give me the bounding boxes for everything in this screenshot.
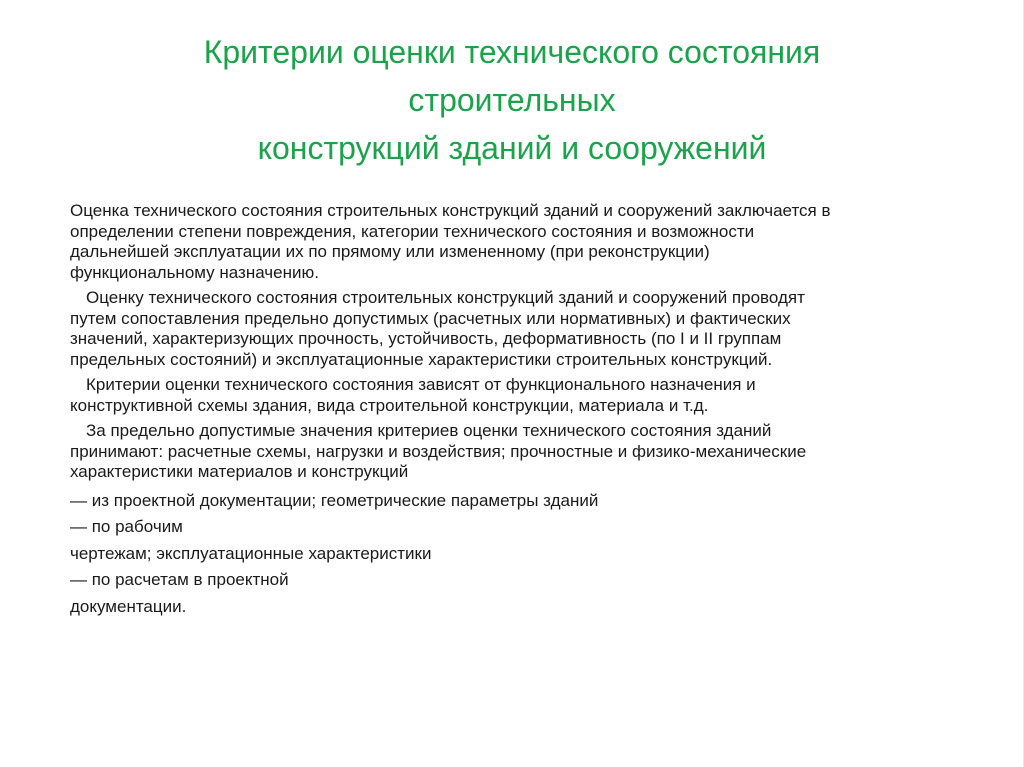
list-line: — по рабочим bbox=[70, 517, 183, 536]
slide-title bbox=[60, 28, 964, 172]
text-line: определении степени повреждения, категории технического состояния и возможности bbox=[70, 221, 755, 241]
text-line: За предельно допустимые значения критериев оценки технического состояния зданий bbox=[86, 421, 772, 440]
text-line: путем сопоставления предельно допустимых (расчетных или нормативных) и фактических bbox=[70, 308, 791, 328]
text-line: значений, характеризующих прочность, устойчивость, деформативность (по I и II группам bbox=[70, 329, 782, 348]
text-line: характеристики материалов и конструкций bbox=[70, 462, 409, 481]
title-line: Критерии оценки технического состояния bbox=[203, 34, 821, 70]
text-line: дальнейшей эксплуатации их по прямому или измененному (при реконструкции) bbox=[70, 242, 710, 261]
text-line: принимают: расчетные схемы, нагрузки и воздействия; прочностные и физико-механические bbox=[70, 441, 807, 461]
paragraph-4 bbox=[70, 421, 950, 483]
text-line: Оценку технического состояния строительных конструкций зданий и сооружений проводят bbox=[86, 288, 805, 307]
text-line: функциональному назначению. bbox=[70, 262, 319, 282]
list-line: чертежам; эксплуатационные характеристики bbox=[70, 543, 432, 563]
list-line: — из проектной документации; геометрические параметры зданий bbox=[70, 490, 599, 510]
title-line: строительных bbox=[408, 82, 616, 118]
list-line: документации. bbox=[70, 596, 187, 616]
text-line: конструктивной схемы здания, вида строительной конструкции, материала и т.д. bbox=[70, 395, 709, 415]
paragraph-2 bbox=[70, 288, 950, 370]
text-line: Оценка технического состояния строительных конструкций зданий и сооружений заключается в bbox=[70, 201, 831, 220]
title-line: конструкций зданий и сооружений bbox=[257, 130, 767, 166]
text-line: предельных состояний) и эксплуатационные характеристики строительных конструкций. bbox=[70, 349, 773, 369]
text-line: Критерии оценки технического состояния зависят от функционального назначения и bbox=[86, 375, 756, 394]
slide-body bbox=[70, 201, 950, 620]
paragraph-1 bbox=[70, 201, 950, 283]
paragraph-3 bbox=[70, 375, 950, 416]
dash-list bbox=[70, 488, 950, 621]
list-line: — по расчетам в проектной bbox=[70, 570, 289, 589]
